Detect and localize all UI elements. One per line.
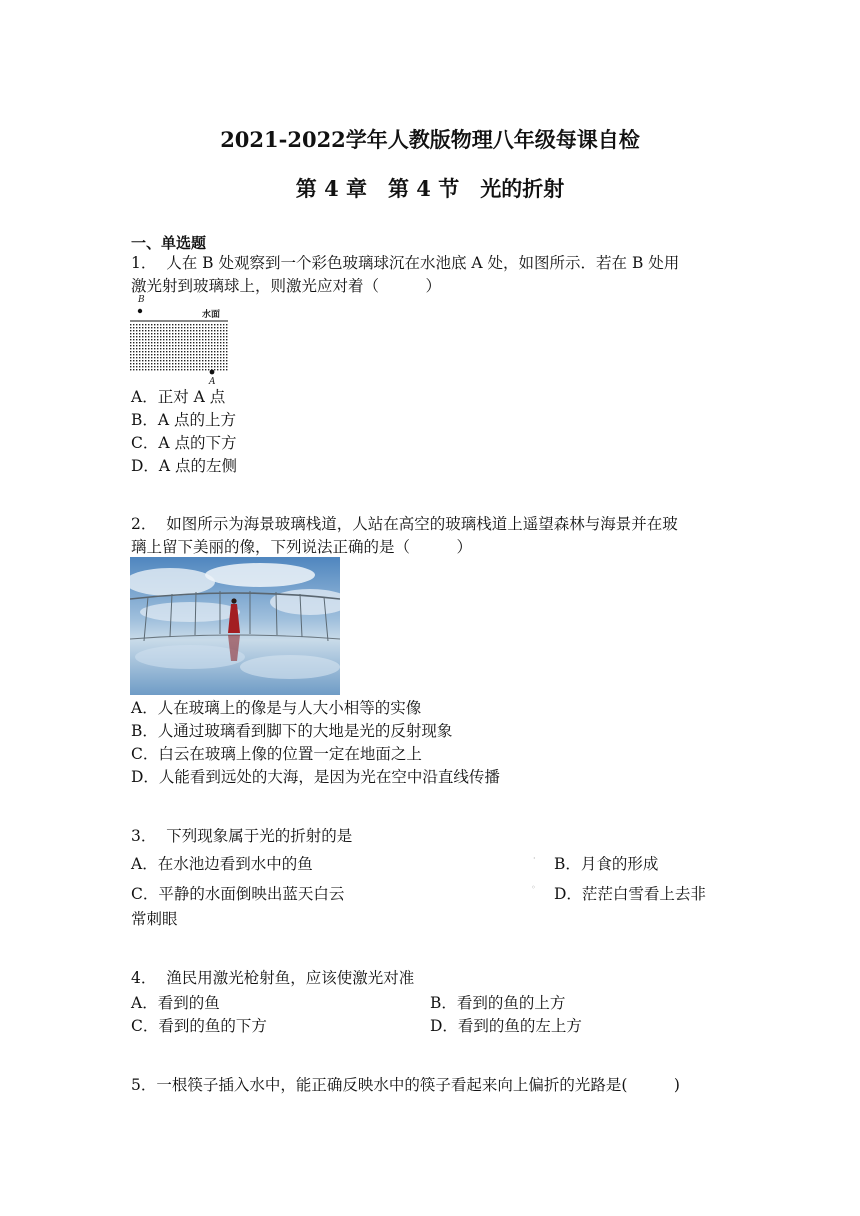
- option-d-wrap: 常刺眼: [131, 910, 178, 928]
- option-d: D．人能看到远处的大海，是因为光在空中沿直线传播: [131, 768, 500, 786]
- cloud-shape: [205, 563, 315, 587]
- option-b: B．月食的形成: [554, 855, 659, 873]
- question-text-continued: 激光射到玻璃球上，则激光应对着（ ）: [131, 277, 442, 295]
- option-c: C．看到的鱼的下方: [131, 1017, 267, 1035]
- option-d: D．看到的鱼的左上方: [430, 1017, 582, 1035]
- question-text: 人在 B 处观察到一个彩色玻璃球沉在水池底 A 处，如图所示．若在 B 处用: [166, 254, 680, 272]
- option-b: B．看到的鱼的上方: [430, 994, 566, 1012]
- cloud-reflection: [240, 655, 340, 679]
- option-b: B．人通过玻璃看到脚下的大地是光的反射现象: [131, 722, 453, 740]
- point-b-dot: [138, 309, 142, 313]
- pool-diagram: [130, 294, 230, 386]
- point-a-dot: [210, 370, 215, 375]
- question-text: 一根筷子插入水中，能正确反映水中的筷子看起来向上偏折的光路是( ): [156, 1076, 680, 1094]
- cloud-reflection: [135, 645, 245, 669]
- option-c: C．A 点的下方: [131, 434, 237, 452]
- page-title: 2021-2022学年人教版物理八年级每课自检: [220, 127, 640, 152]
- question-number: 2．: [131, 515, 157, 533]
- question-text-continued: 璃上留下美丽的像，下列说法正确的是（ ）: [131, 538, 473, 556]
- cloud-shape: [140, 602, 240, 622]
- question-text: 下列现象属于光的折射的是: [166, 827, 353, 845]
- question-number: 4．: [131, 969, 157, 987]
- question-number: 1．: [131, 254, 157, 272]
- option-c: C．平静的水面倒映出蓝天白云: [131, 885, 345, 903]
- option-a: A．人在玻璃上的像是与人大小相等的实像: [131, 699, 422, 717]
- page-subtitle: 第 4 章 第 4 节 光的折射: [295, 176, 565, 201]
- tab-mark: ·: [533, 854, 536, 863]
- question-text: 如图所示为海景玻璃栈道，人站在高空的玻璃栈道上遥望森林与海景并在玻: [166, 515, 678, 533]
- water-surface-label: 水面: [202, 310, 221, 320]
- option-d: D．茫茫白雪看上去非: [554, 885, 706, 903]
- question-number: 5．: [131, 1076, 157, 1094]
- question-number: 3．: [131, 827, 157, 845]
- option-a: A．在水池边看到水中的鱼: [131, 855, 313, 873]
- option-c: C．白云在玻璃上像的位置一定在地面之上: [131, 745, 422, 763]
- question-text: 渔民用激光枪射鱼，应该使激光对准: [166, 969, 415, 987]
- water-body: [130, 323, 228, 371]
- glass-walkway-photo: [130, 557, 340, 695]
- point-a-label: A: [209, 377, 216, 386]
- option-a: A．正对 A 点: [131, 388, 226, 406]
- point-b-label: B: [138, 295, 145, 305]
- tab-mark: ◦: [531, 883, 536, 892]
- option-d: D．A 点的左侧: [131, 457, 238, 475]
- option-a: A．看到的鱼: [131, 994, 220, 1012]
- section-heading: 一、单选题: [131, 234, 207, 252]
- option-b: B．A 点的上方: [131, 411, 237, 429]
